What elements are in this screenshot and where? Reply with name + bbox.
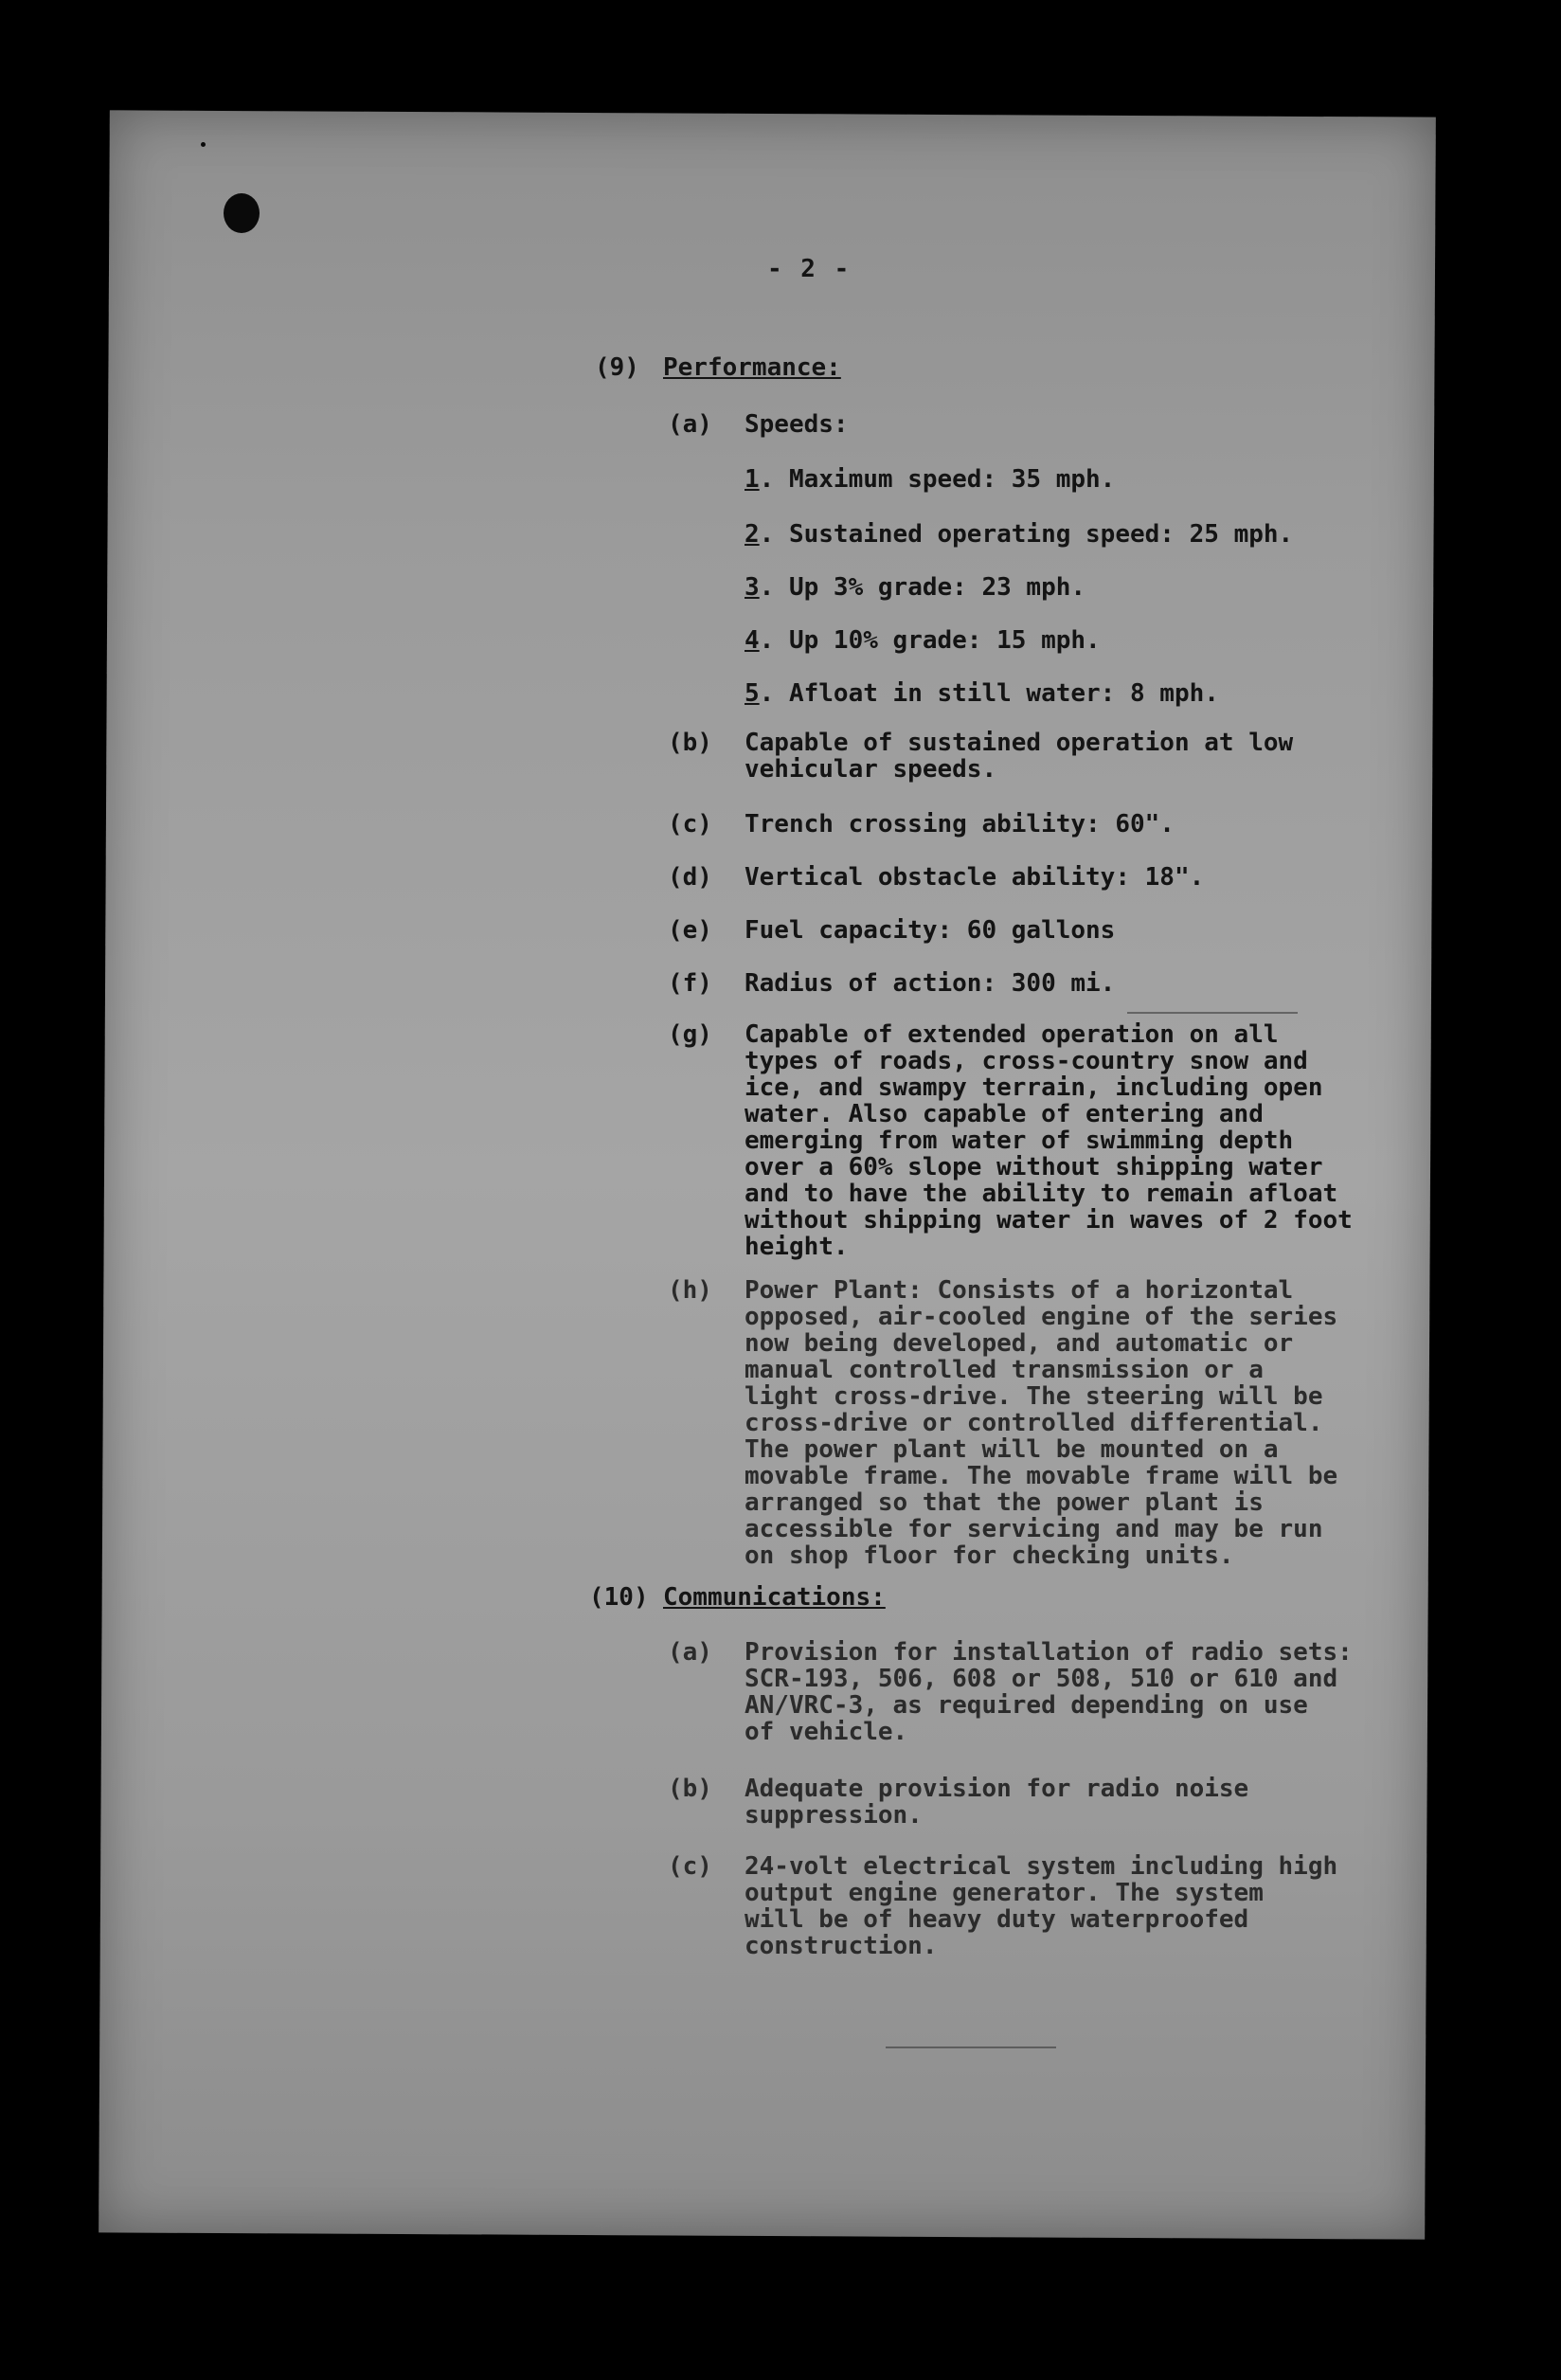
pencil-mark [886,2046,1056,2048]
item-label: (b) [668,1775,712,1803]
page-number: - 2 - [767,255,852,283]
speed-item-text: . Maximum speed: 35 mph. [759,465,1116,494]
speed-item-text: . Up 10% grade: 15 mph. [759,626,1101,655]
section-heading: Communications: [663,1583,886,1612]
speed-item [745,574,1086,601]
item-label: (f) [668,969,712,998]
section-number: (9) [595,353,639,382]
section-heading: Performance: [663,353,841,382]
item-label: (b) [668,729,712,757]
item-text: 24-volt electrical system including high output engine generator. The system will be of heavy duty waterproofed construction. [745,1852,1338,1960]
item-label: (a) [668,410,712,439]
item-text: Trench crossing ability: 60". [745,810,1175,838]
item-label: (a) [668,1638,712,1667]
item-text: Speeds: [745,410,849,439]
item-label: (g) [668,1020,712,1049]
item-label: (h) [668,1276,712,1305]
speed-item-number: 1 [745,465,760,494]
speed-item [745,627,1101,654]
item-text: Vertical obstacle ability: 18". [745,863,1205,892]
item-text: Power Plant: Consists of a horizontal opposed, air-cooled engine of the series now being developed, and automatic or manual controlled transmission or a light cross-drive. The steering will be cross-drive or controlled differential. The power plant will be mounted on a movable frame. The movable frame will be arranged so that the power plant is accessible for servicing and may be run on shop floor for checking units. [745,1276,1338,1570]
dust-speck [201,142,206,147]
speed-item-number: 2 [745,520,760,549]
item-text: Adequate provision for radio noise suppression. [745,1775,1249,1830]
speed-item-number: 3 [745,573,760,602]
item-label: (c) [668,810,712,838]
item-text: Provision for installation of radio sets: SCR-193, 506, 608 or 508, 510 or 610 and AN/VRC-3, as required depending on use of vehicle. [745,1638,1353,1746]
item-label: (e) [668,916,712,945]
pencil-mark [1127,1012,1298,1014]
speed-item-text: . Up 3% grade: 23 mph. [759,573,1086,602]
item-label: (d) [668,863,712,892]
ink-smudge [224,193,260,233]
item-text: Fuel capacity: 60 gallons [745,916,1116,945]
item-text: Capable of sustained operation at low vehicular speeds. [745,729,1294,784]
speed-item-number: 4 [745,626,760,655]
section-number: (10) [589,1583,649,1612]
item-text: Radius of action: 300 mi. [745,969,1116,998]
item-text: Capable of extended operation on all types of roads, cross-country snow and ice, and swampy terrain, including open water. Also capable of entering and emerging from water of swimming depth over a 60% slope without shipping water and to have the ability to remain afloat without shipping water in waves of 2 foot height. [745,1020,1353,1261]
speed-item-text: . Sustained operating speed: 25 mph. [759,520,1294,549]
speed-item [745,680,1219,707]
speed-item [745,466,1115,493]
speed-item-number: 5 [745,679,760,708]
speed-item-text: . Afloat in still water: 8 mph. [759,679,1219,708]
speed-item [745,521,1293,548]
item-label: (c) [668,1852,712,1881]
